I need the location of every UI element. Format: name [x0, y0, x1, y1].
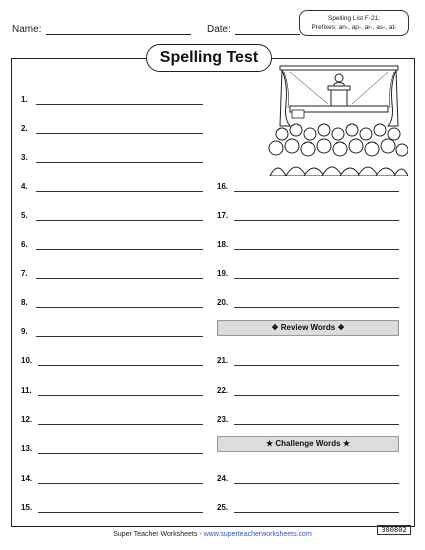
answer-line[interactable] — [36, 191, 203, 192]
answer-line[interactable] — [234, 395, 399, 396]
answer-number: 15. — [21, 503, 33, 512]
answer-number: 19. — [217, 269, 229, 278]
answer-line[interactable] — [36, 104, 203, 105]
answer-line[interactable] — [234, 191, 399, 192]
answer-row — [21, 415, 203, 427]
answer-number: 14. — [21, 474, 33, 483]
answer-line[interactable] — [36, 220, 203, 221]
answer-number: 5. — [21, 211, 28, 220]
answer-number: 6. — [21, 240, 28, 249]
answer-number: 3. — [21, 153, 28, 162]
answer-row — [21, 211, 203, 223]
answer-line[interactable] — [234, 483, 399, 484]
answer-row — [21, 153, 203, 165]
answer-line[interactable] — [36, 133, 203, 134]
answer-row — [21, 503, 203, 515]
spelling-list-box — [299, 10, 409, 36]
answer-number: 13. — [21, 444, 33, 453]
answer-row — [21, 356, 203, 368]
answer-number: 22. — [217, 386, 229, 395]
answer-number: 4. — [21, 182, 28, 191]
answer-row — [21, 444, 203, 456]
answer-line[interactable] — [36, 162, 203, 163]
answer-row — [217, 474, 399, 486]
answer-line[interactable] — [234, 307, 399, 308]
answer-row — [217, 503, 399, 515]
answer-number: 12. — [21, 415, 33, 424]
answer-row — [217, 415, 399, 427]
answer-number: 17. — [217, 211, 229, 220]
spelling-list-prefixes: Prefixes: an-, ap-, ar-, as-, at- — [311, 24, 397, 31]
footer-link[interactable]: www.superteacherworksheets.com — [203, 531, 312, 538]
answer-line[interactable] — [38, 365, 203, 366]
answer-line[interactable] — [36, 278, 203, 279]
answer-row — [21, 95, 203, 107]
date-label: Date: — [207, 24, 231, 35]
answer-row — [217, 386, 399, 398]
name-field[interactable] — [46, 34, 191, 35]
answer-row — [217, 240, 399, 252]
review-words-header: ❖ Review Words ❖ — [217, 320, 399, 336]
answer-number: 9. — [21, 327, 28, 336]
answer-row — [21, 124, 203, 136]
footer-brand: Super Teacher Worksheets — [113, 531, 198, 538]
answer-line[interactable] — [38, 395, 203, 396]
answer-row — [21, 327, 203, 339]
answer-row — [217, 298, 399, 310]
answer-row — [217, 182, 399, 194]
answer-line[interactable] — [234, 512, 399, 513]
answer-number: 25. — [217, 503, 229, 512]
stage-audience-icon — [268, 64, 408, 176]
page-title: Spelling Test — [146, 44, 272, 72]
footer — [0, 531, 425, 538]
answer-line[interactable] — [38, 453, 203, 454]
answer-number: 21. — [217, 356, 229, 365]
answer-line[interactable] — [38, 424, 203, 425]
answer-row — [217, 211, 399, 223]
answer-number: 7. — [21, 269, 28, 278]
answer-row — [21, 474, 203, 486]
answer-number: 11. — [21, 386, 32, 395]
answer-number: 20. — [217, 298, 229, 307]
footer-separator: - — [197, 531, 204, 538]
answer-line[interactable] — [234, 365, 399, 366]
answer-number: 23. — [217, 415, 229, 424]
name-label: Name: — [12, 24, 42, 35]
answer-number: 16. — [217, 182, 229, 191]
answer-row — [217, 269, 399, 281]
spelling-list-title: Spelling List F-21: — [327, 15, 381, 22]
answer-line[interactable] — [38, 483, 203, 484]
answer-line[interactable] — [36, 336, 203, 337]
worksheet-code: 300802 — [377, 525, 411, 535]
answer-row — [21, 240, 203, 252]
answer-line[interactable] — [234, 220, 399, 221]
answer-line[interactable] — [36, 307, 203, 308]
answer-number: 8. — [21, 298, 28, 307]
answer-line[interactable] — [38, 512, 203, 513]
answer-row — [217, 356, 399, 368]
answer-row — [21, 182, 203, 194]
answer-number: 2. — [21, 124, 28, 133]
date-field[interactable] — [235, 34, 300, 35]
answer-row — [21, 269, 203, 281]
answer-number: 18. — [217, 240, 229, 249]
answer-line[interactable] — [234, 278, 399, 279]
answer-number: 10. — [21, 356, 33, 365]
answer-row — [21, 298, 203, 310]
answer-row — [21, 386, 203, 398]
answer-line[interactable] — [36, 249, 203, 250]
answer-number: 1. — [21, 95, 28, 104]
answer-number: 24. — [217, 474, 229, 483]
answer-line[interactable] — [234, 424, 399, 425]
answer-line[interactable] — [234, 249, 399, 250]
challenge-words-header: ★ Challenge Words ★ — [217, 436, 399, 452]
